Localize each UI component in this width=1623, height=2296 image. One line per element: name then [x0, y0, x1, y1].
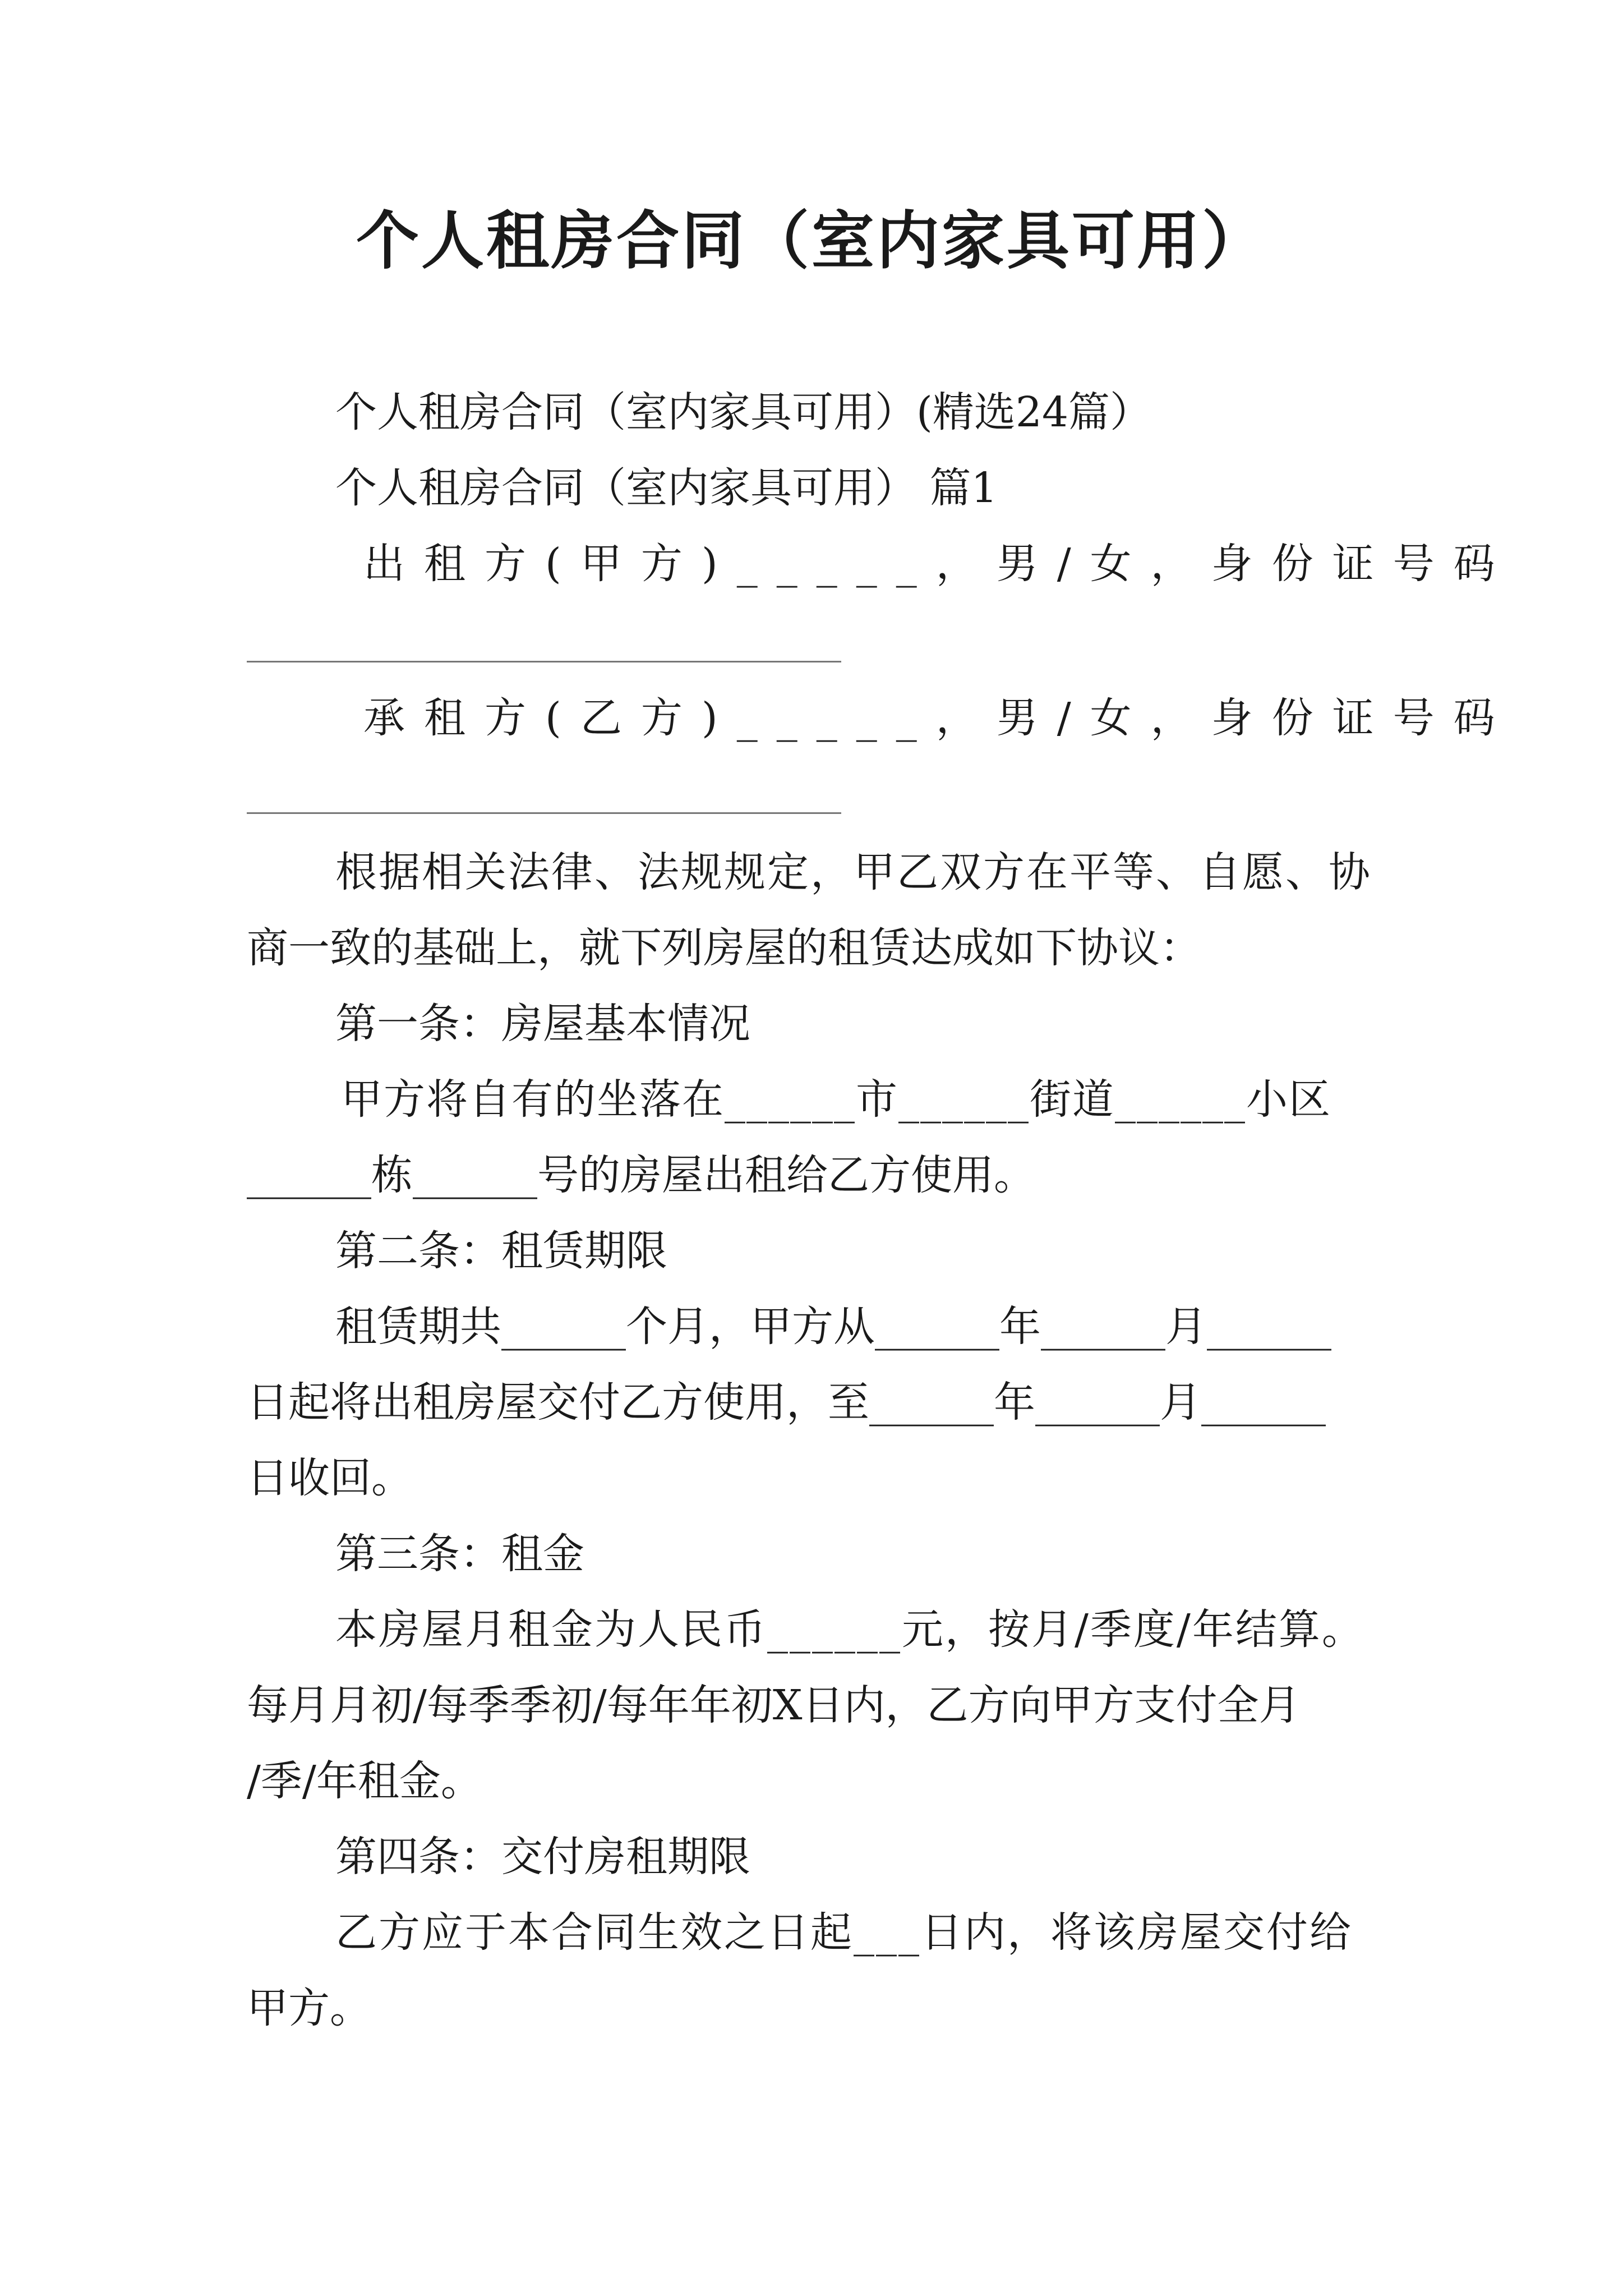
clause-2-line-2: 日起将出租房屋交付乙方使用，至______年______月______	[247, 1378, 1326, 1427]
clause-3-title: 第三条：租金	[335, 1530, 584, 1578]
lessee-line: 承租方(乙方)_____，男/女，身份证号码	[363, 694, 1514, 742]
intro-line-1: 根据相关法律、法规规定，甲乙双方在平等、自愿、协	[335, 848, 1372, 896]
collection-heading: 个人租房合同（室内家具可用）(精选24篇）	[335, 388, 1152, 436]
clause-2-title: 第二条：租赁期限	[335, 1227, 667, 1275]
clause-3-line-3: /季/年租金。	[247, 1757, 482, 1805]
document-title: 个人租房合同（室内家具可用）	[356, 204, 1267, 278]
intro-line-2: 商一致的基础上，就下列房屋的租赁达成如下协议：	[247, 924, 1201, 972]
clause-2-line-1: 租赁期共______个月，甲方从______年______月______	[335, 1303, 1331, 1351]
clause-4-line-1: 乙方应于本合同生效之日起___日内，将该房屋交付给	[335, 1908, 1353, 1957]
clause-1-line-1: 甲方将自有的坐落在______市______街道______小区	[341, 1075, 1331, 1124]
lessor-line: 出租方(甲方)_____，男/女，身份证号码	[363, 540, 1514, 588]
clause-3-line-1: 本房屋月租金为人民币______元，按月/季度/年结算。	[335, 1605, 1365, 1654]
clause-4-line-2: 甲方。	[247, 1984, 371, 2032]
clause-1-title: 第一条：房屋基本情况	[335, 1000, 750, 1048]
lessor-id-blank	[247, 661, 841, 662]
clause-3-line-2: 每月月初/每季季初/每年年初X日内，乙方向甲方支付全月	[247, 1681, 1301, 1729]
clause-4-title: 第四条：交付房租期限	[335, 1833, 750, 1881]
lessee-id-blank	[247, 812, 841, 814]
clause-1-line-2: ______栋______号的房屋出租给乙方使用。	[247, 1151, 1035, 1199]
article-heading: 个人租房合同（室内家具可用） 篇1	[335, 464, 998, 512]
clause-2-line-3: 日收回。	[247, 1454, 413, 1502]
